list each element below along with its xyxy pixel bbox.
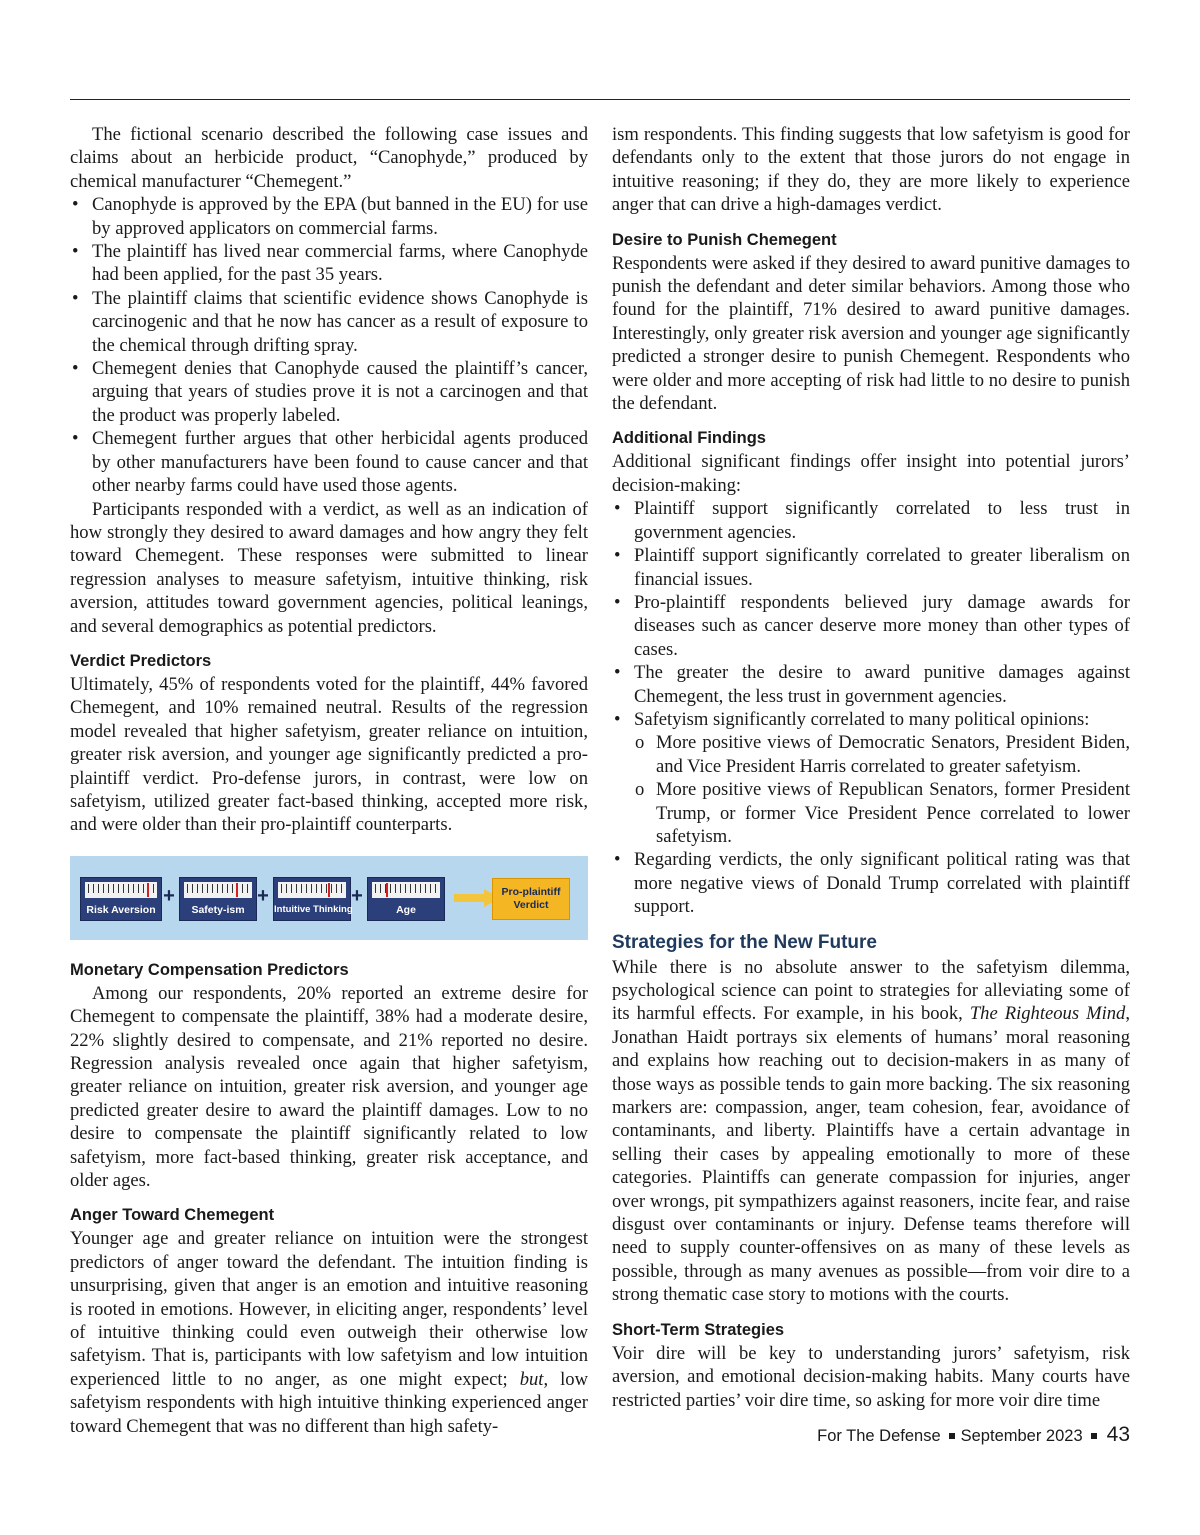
gauge-needle [236,883,238,897]
participants-paragraph: Participants responded with a verdict, as well as an indication of how strongly they desired to award damages and how angry they felt toward Chemegent. These responses were submitted to linear regression analyses to measure safetyism, intuitive thinking, risk aversion, attitudes toward government agencies, political leanings, and several demographics as potential predictors. [70,498,588,637]
list-item: • Safetyism significantly correlated to many political opinions: o More positive views of Democratic Senators, President Biden, and Vice President Harris correlated to greater safetyism. o More positive views of Republican Senators, former President Trump, or former Vice President Pence correlated to lower safetyism. [612,708,1130,848]
intro-paragraph: The fictional scenario described the following case issues and claims about an herbicide product, “Canophyde,” produced by chemical manufacturer “Chemegent.” [70,124,588,192]
plus-sign: + [163,884,175,907]
gauge-needle [386,883,388,897]
list-item: • Pro-plaintiff respondents believed jury damage awards for diseases such as cancer deserve more money than other types of cases. [612,591,1130,661]
additional-intro: Additional significant findings offer insight into potential jurors’ decision-making: [612,451,1130,496]
risk-aversion-gauge [80,877,162,921]
additional-findings-list [612,497,1130,918]
short-term-paragraph: Voir dire will be key to understanding jurors’ safetyism, risk aversion, and emotional decision-making habits. Many courts have restricted parties’ voir dire time, so asking for more voir dire time [612,1342,1130,1411]
list-item: • Chemegent further argues that other herbicidal agents produced by other manufacturers have been found to cause cancer and that other nearby farms could have used those agents. [70,427,588,497]
sub-list-item: o More positive views of Republican Senators, former President Trump, or former Vice President Pence correlated to lower safetyism. [612,778,1130,848]
gauge-label: Risk Aversion [86,903,156,916]
case-issues-list [70,193,588,497]
gauge-scale [372,882,440,898]
publication-name: For The Defense [817,1427,941,1445]
pro-plaintiff-verdict-box [492,878,570,920]
page-number: 43 [1106,1423,1130,1446]
strategies-paragraph: While there is no absolute answer to the safetyism dilemma, psychological science can point to strategies for alleviating some of its harmful effects. For example, in his book, The Righteous Mind, Jonathan Haidt portrays six elements of humans’ moral reasoning and explains how reaching out to decision-makers in as many of those ways as possible tends to gain more backing. The six reasoning markers are: compassion, anger, team cohesion, fear, avoidance of contaminants, and liberty. Plaintiffs have a certain advantage in selling their cases by appealing emotionally to more of these categories. Plaintiffs can generate compassion for injuries, anger over wrongs, pit sympathizers against reasoners, incite fear, and raise disgust over contaminants or injury. Defense teams therefore will need to supply counter-offensives on as many of these levels as possible, through as many avenues as possible—from voir dire to a strong thematic case story to motions with the courts. [612,956,1130,1306]
page-footer [817,1423,1130,1448]
left-column [70,123,588,1438]
predictors-figure [70,856,588,940]
gauge-needle [147,883,149,897]
intuitive-thinking-gauge [273,877,351,921]
result-line: Verdict [513,898,549,911]
monetary-paragraph: Among our respondents, 20% reported an extreme desire for Chemegent to compensate the plaintiff, 38% had a moderate desire, 22% slightly desired to compensate, and 21% reported no desire. Regression analysis revealed once again that higher safetyism, greater reliance on intuition, greater risk aversion, and younger age predicted greater desire to award the plaintiff damages. Low to no desire to compensate the plaintiff significantly related to low safetyism, more fact-based thinking, greater risk acceptance, and older ages. [70,982,588,1192]
sub-list-item: o More positive views of Democratic Senators, President Biden, and Vice President Harris correlated to greater safetyism. [612,731,1130,778]
plus-sign: + [351,884,363,907]
political-opinions-sublist [612,731,1130,848]
verdict-predictors-heading: Verdict Predictors [70,651,212,670]
strategies-heading: Strategies for the New Future [612,931,877,953]
short-term-heading: Short-Term Strategies [612,1320,785,1339]
gauge-label: Safety-ism [191,903,245,916]
plus-sign: + [257,884,269,907]
list-item: • The plaintiff has lived near commercial farms, where Canophyde had been applied, for the past 35 years. [70,240,588,287]
gauge-scale [184,882,252,898]
list-item: • Chemegent denies that Canophyde caused the plaintiff’s cancer, arguing that years of studies prove it is not a carcinogen and that the product was properly labeled. [70,357,588,427]
list-item: • The greater the desire to award punitive damages against Chemegent, the less trust in government agencies. [612,661,1130,708]
book-title: The Righteous Mind [969,1003,1126,1025]
issue-date: September 2023 [960,1427,1083,1445]
safetyism-gauge [179,877,257,921]
separator-square-icon [949,1433,955,1439]
header-rule [70,99,1130,100]
monetary-heading: Monetary Compensation Predictors [70,960,349,979]
continued-paragraph: ism respondents. This finding suggests that low safetyism is good for defendants only to the extent that those jurors do not engage in intuitive reasoning; if they do, they are more likely to experience anger that can drive a high-damages verdict. [612,124,1130,216]
right-column [612,123,1130,1412]
list-item: • Plaintiff support significantly correlated to less trust in government agencies. [612,497,1130,544]
anger-paragraph: Younger age and greater reliance on intuition were the strongest predictors of anger toward the defendant. The intuition finding is unsurprising, given that anger is an emotion and intuitive reasoning is rooted in emotions. However, in eliciting anger, respondents’ level of intuitive thinking could even outweigh their otherwise low safetyism. That is, participants with low safetyism and low intuition experienced little to no anger, as one might expect; but, low safetyism respondents with high intuitive thinking experienced anger toward Chemegent that was no different than high safety- [70,1228,589,1437]
gauge-label: Age [396,903,416,916]
separator-square-icon [1091,1433,1097,1439]
result-line: Pro-plaintiff [501,885,561,898]
verdict-predictors-paragraph: Ultimately, 45% of respondents voted for the plaintiff, 44% favored Chemegent, and 10% remained neutral. Results of the regression model revealed that higher safetyism, greater reliance on intuition, greater risk aversion, and younger age significantly predicted a pro-plaintiff verdict. Pro-defense jurors, in contrast, were low on safetyism, utilized greater fact-based thinking, accepted more risk, and were older than their pro-plaintiff counterparts. [70,673,588,836]
list-item: • Canophyde is approved by the EPA (but banned in the EU) for use by approved applicators on commercial farms. [70,193,588,240]
gauge-scale [85,882,157,898]
list-item: • Plaintiff support significantly correlated to greater liberalism on financial issues. [612,544,1130,591]
gauge-scale [278,882,346,898]
list-item: • The plaintiff claims that scientific evidence shows Canophyde is carcinogenic and that he now has cancer as a result of exposure to the chemical through drifting spray. [70,287,588,357]
gauge-needle [328,883,330,897]
additional-findings-heading: Additional Findings [612,429,766,448]
anger-heading: Anger Toward Chemegent [70,1206,275,1225]
punish-heading: Desire to Punish Chemegent [612,230,837,249]
gauge-label: Intuitive Thinking [274,903,353,915]
list-item: • Regarding verdicts, the only significant political rating was that more negative views of Donald Trump correlated with plaintiff support. [612,848,1130,918]
age-gauge [367,877,445,921]
punish-paragraph: Respondents were asked if they desired to award punitive damages to punish the defendant and deter similar behaviors. Among those who found for the plaintiff, 71% desired to award punitive damages. Interestingly, only greater risk aversion and younger age significantly predicted a stronger desire to punish Chemegent. Respondents who were older and more accepting of risk had little to no desire to punish the defendant. [612,252,1130,415]
